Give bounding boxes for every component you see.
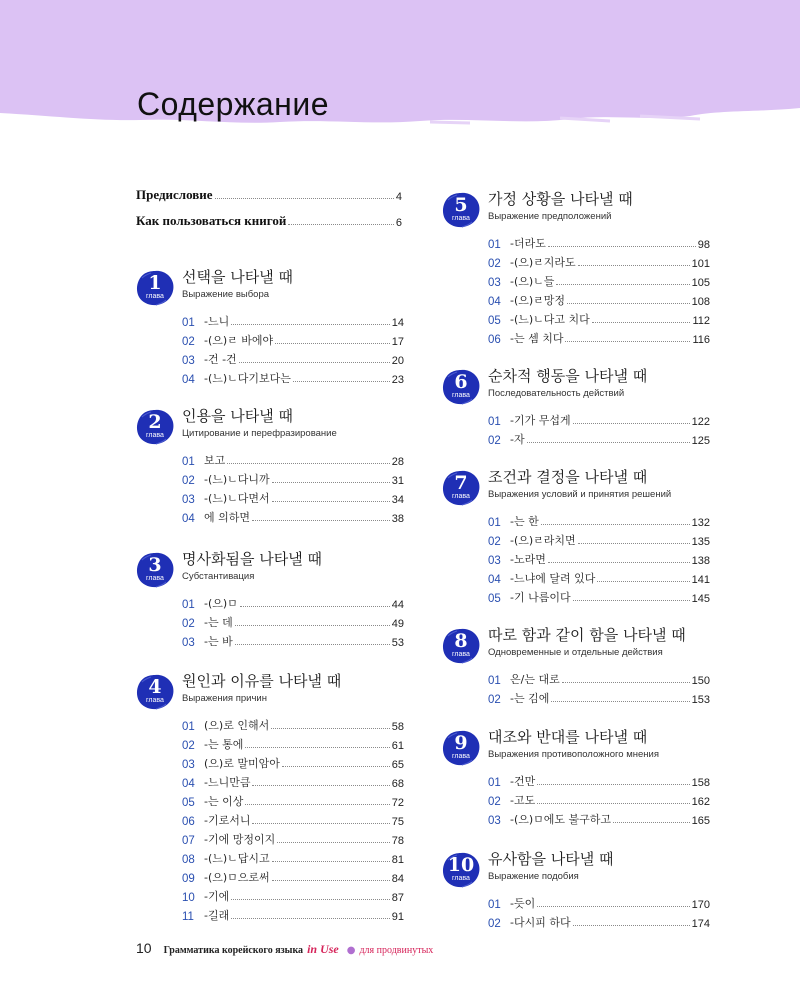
entry-number: 04: [488, 574, 501, 586]
page-number: 165: [691, 815, 710, 827]
page-number: 78: [391, 835, 404, 847]
footer-separator: ●: [346, 945, 356, 956]
entry-text: -고도: [510, 794, 536, 807]
chapter-subtitle: Цитирование и перефразирование: [182, 428, 337, 439]
chapter-number: 9: [454, 732, 468, 754]
entry-number: 01: [488, 416, 501, 428]
dot-leader: [239, 362, 390, 363]
toc-entry[interactable]: [182, 809, 404, 828]
page-number: 17: [391, 336, 404, 348]
entry-number: 08: [182, 854, 195, 866]
dot-leader: [240, 606, 390, 607]
dot-leader: [245, 804, 389, 805]
chapter-tag: глава: [146, 575, 164, 582]
dot-leader: [573, 925, 690, 926]
chapter-subtitle: Выражения противоположного мнения: [488, 749, 659, 760]
entry-text: -는 한: [510, 515, 539, 528]
toc-entry[interactable]: [488, 327, 710, 346]
page-number: 68: [391, 778, 404, 790]
dot-leader: [252, 520, 390, 521]
toc-entry[interactable]: [182, 790, 404, 809]
chapter-title[interactable]: 원인과 이유를 나타낼 때: [182, 672, 342, 690]
chapter-tag: глава: [452, 753, 470, 760]
dot-leader: [573, 423, 690, 424]
dot-leader: [293, 381, 390, 382]
entry-number: 02: [488, 435, 501, 447]
entry-number: 03: [488, 555, 501, 567]
entry-number: 03: [488, 815, 501, 827]
entry-text: -(으)ㄴ들: [510, 275, 555, 288]
dot-leader: [548, 246, 696, 247]
dot-leader: [578, 543, 690, 544]
dot-leader: [271, 728, 390, 729]
dot-leader: [541, 524, 690, 525]
dot-leader: [272, 861, 390, 862]
dot-leader: [537, 784, 689, 785]
entry-number: 01: [488, 517, 501, 529]
dot-leader: [537, 803, 689, 804]
entry-number: 05: [182, 797, 195, 809]
chapter-entries: [182, 449, 404, 525]
dot-leader: [272, 482, 390, 483]
dot-leader: [613, 822, 690, 823]
entry-text: -느냐에 달려 있다: [510, 572, 596, 585]
toc-entry[interactable]: [182, 367, 404, 386]
page-number: 98: [697, 239, 710, 251]
entry-number: 01: [488, 675, 501, 687]
toc-entry[interactable]: [488, 770, 710, 789]
page-title: Содержание: [137, 86, 330, 122]
chapter-title[interactable]: 대조와 반대를 나타낼 때: [488, 728, 648, 746]
dot-leader: [231, 324, 390, 325]
toc-entry[interactable]: [182, 449, 404, 468]
entry-number: 02: [182, 740, 195, 752]
dot-leader: [272, 880, 390, 881]
entry-number: 04: [182, 513, 195, 525]
chapter-number: 1: [148, 272, 162, 294]
entry-text: 보고: [204, 454, 226, 467]
page-number: 23: [391, 374, 404, 386]
toc-entry[interactable]: [488, 289, 710, 308]
entry-number: 01: [182, 317, 195, 329]
in-use-logo: in Use: [307, 942, 339, 956]
page-number: 58: [391, 721, 404, 733]
page-number: 158: [691, 777, 710, 789]
entry-number: 04: [182, 778, 195, 790]
dot-leader: [578, 265, 690, 266]
toc-entry[interactable]: [182, 310, 404, 329]
page-number: 170: [691, 899, 710, 911]
entry-number: 02: [488, 796, 501, 808]
dot-leader: [597, 581, 689, 582]
how-to-use-label: Как пользоваться книгой: [136, 213, 287, 228]
page-number: 65: [391, 759, 404, 771]
toc-entry[interactable]: [182, 329, 404, 348]
chapter-badge: [136, 270, 174, 306]
toc-entry[interactable]: [182, 630, 404, 649]
page-number: 61: [391, 740, 404, 752]
toc-entry[interactable]: [488, 668, 710, 687]
chapter-entries: [488, 892, 710, 930]
toc-entry[interactable]: [182, 733, 404, 752]
chapter-tag: глава: [452, 215, 470, 222]
chapter-entries: [182, 592, 404, 649]
entry-text: -(느)ㄴ다면서: [204, 492, 270, 505]
entry-text: -기로서니: [204, 814, 251, 827]
toc-entry[interactable]: [182, 592, 404, 611]
page-number: 91: [391, 911, 404, 923]
entry-text: -길래: [204, 909, 230, 922]
entry-text: -자: [510, 433, 525, 446]
chapter-tag: глава: [452, 651, 470, 658]
toc-entry[interactable]: [488, 586, 710, 605]
chapter-number: 4: [148, 676, 162, 698]
dot-leader: [245, 747, 389, 748]
page-footer: [136, 940, 433, 960]
chapter-badge: [442, 852, 480, 888]
dot-leader: [235, 625, 390, 626]
chapter-badge: [442, 470, 480, 506]
page-number: 28: [391, 456, 404, 468]
toc-entry[interactable]: [182, 611, 404, 630]
entry-number: 02: [488, 536, 501, 548]
dot-leader: [252, 823, 389, 824]
chapter-tag: глава: [146, 432, 164, 439]
chapter-entries: [488, 510, 710, 605]
footer-page-number: 10: [136, 940, 152, 956]
toc-entry[interactable]: [182, 828, 404, 847]
chapter-entries: [488, 232, 710, 346]
page-number: 34: [391, 494, 404, 506]
chapter-entries: [488, 770, 710, 827]
chapter-title[interactable]: 순차적 행동을 나타낼 때: [488, 367, 648, 385]
chapter-title[interactable]: 인용을 나타낼 때: [182, 407, 293, 425]
page-number: 87: [391, 892, 404, 904]
chapter-number: 8: [454, 630, 468, 652]
page-number: 31: [391, 475, 404, 487]
entry-text: 은/는 대로: [510, 673, 560, 686]
entry-number: 01: [488, 239, 501, 251]
entry-text: -건만: [510, 775, 536, 788]
entry-text: -(으)ㄹ 바에야: [204, 334, 274, 347]
chapter-badge: [136, 409, 174, 445]
toc-entry[interactable]: [182, 904, 404, 923]
toc-entry[interactable]: [182, 866, 404, 885]
page-number: 38: [391, 513, 404, 525]
dot-leader: [231, 918, 390, 919]
page-number: 49: [391, 618, 404, 630]
chapter-tag: глава: [452, 875, 470, 882]
entry-text: -기에 망정이지: [204, 833, 276, 846]
toc-entry[interactable]: [488, 911, 710, 930]
page-number: 162: [691, 796, 710, 808]
chapter-title[interactable]: 명사화됨을 나타낼 때: [182, 550, 322, 568]
chapter-subtitle: Выражение предположений: [488, 211, 612, 222]
entry-text: -듯이: [510, 897, 536, 910]
page-number: 105: [691, 277, 710, 289]
toc-entry[interactable]: [182, 885, 404, 904]
page-number: 125: [691, 435, 710, 447]
page-number: 20: [391, 355, 404, 367]
chapter-title[interactable]: 가정 상황을 나타낼 때: [488, 190, 633, 208]
entry-number: 02: [488, 918, 501, 930]
entry-number: 05: [488, 315, 501, 327]
toc-entry[interactable]: [488, 687, 710, 706]
dot-leader: [215, 198, 394, 199]
entry-number: 04: [182, 374, 195, 386]
entry-text: -(느)ㄴ다니까: [204, 473, 270, 486]
entry-number: 01: [182, 721, 195, 733]
entry-text: -다시피 하다: [510, 916, 571, 929]
toc-entry[interactable]: [488, 892, 710, 911]
toc-entry[interactable]: [488, 251, 710, 270]
page-number: 72: [391, 797, 404, 809]
entry-text: -느니만큼: [204, 776, 251, 789]
toc-entry[interactable]: [182, 348, 404, 367]
chapter-badge: [136, 552, 174, 588]
dot-leader: [275, 343, 390, 344]
dot-leader: [548, 562, 690, 563]
chapter-entries: [488, 409, 710, 447]
toc-entry[interactable]: [488, 567, 710, 586]
header-banner: [0, 0, 800, 135]
toc-entry[interactable]: [488, 409, 710, 428]
entry-number: 03: [182, 759, 195, 771]
chapter-subtitle: Выражения условий и принятия решений: [488, 489, 672, 500]
page-number: 145: [691, 593, 710, 605]
chapter-subtitle: Выражения причин: [182, 693, 267, 704]
toc-entry[interactable]: [488, 232, 710, 251]
dot-leader: [252, 785, 389, 786]
chapter-subtitle: Выражение выбора: [182, 289, 270, 300]
page-number: 153: [691, 694, 710, 706]
entry-text: -(느)ㄴ다기보다는: [204, 372, 291, 385]
chapter-number: 3: [148, 554, 162, 576]
entry-number: 06: [488, 334, 501, 346]
toc-entry[interactable]: [182, 847, 404, 866]
toc-entry[interactable]: [488, 510, 710, 529]
page-number: 81: [391, 854, 404, 866]
toc-entry[interactable]: [182, 771, 404, 790]
dot-leader: [537, 906, 689, 907]
entry-text: -기 나름이다: [510, 591, 571, 604]
page-number: 122: [691, 416, 710, 428]
dot-leader: [551, 701, 689, 702]
entry-text: -노라면: [510, 553, 546, 566]
page-number: 84: [391, 873, 404, 885]
page-number: 174: [691, 918, 710, 930]
entry-text: -(으)ㄹ라치면: [510, 534, 576, 547]
chapter-title[interactable]: 선택을 나타낼 때: [182, 268, 293, 286]
entry-number: 02: [182, 618, 195, 630]
entry-text: (으)로 인해서: [204, 719, 270, 732]
chapter-tag: глава: [146, 293, 164, 300]
page-number: 141: [691, 574, 710, 586]
entry-text: -(으)ㅁ: [204, 597, 238, 610]
entry-text: -건 -건: [204, 353, 237, 366]
page-number: 132: [691, 517, 710, 529]
entry-text: -는 통에: [204, 738, 244, 751]
chapter-badge: [442, 730, 480, 766]
entry-number: 02: [182, 336, 195, 348]
entry-number: 02: [182, 475, 195, 487]
entry-text: -기가 무섭게: [510, 414, 571, 427]
chapter-number: 10: [447, 854, 475, 876]
entry-text: -(으)ㄹ망정: [510, 294, 566, 307]
entry-number: 06: [182, 816, 195, 828]
chapter-entries: [182, 714, 404, 923]
entry-number: 01: [488, 899, 501, 911]
entry-number: 05: [488, 593, 501, 605]
dot-leader: [556, 284, 689, 285]
toc-entry[interactable]: [182, 506, 404, 525]
page-number: 112: [692, 315, 710, 327]
entry-number: 01: [182, 456, 195, 468]
dot-leader: [592, 322, 691, 323]
page-number: 4: [395, 191, 402, 203]
toc-entry[interactable]: [182, 714, 404, 733]
dot-leader: [277, 842, 390, 843]
chapter-subtitle: Одновременные и отдельные действия: [488, 647, 663, 658]
chapter-number: 7: [454, 472, 468, 494]
page-number: 108: [691, 296, 710, 308]
toc-entry-preface[interactable]: [136, 183, 402, 203]
page-number: 14: [391, 317, 404, 329]
entry-number: 11: [182, 911, 194, 923]
chapter-badge: [442, 369, 480, 405]
entry-text: -더라도: [510, 237, 546, 250]
toc-entry-how-to-use[interactable]: [136, 209, 402, 229]
entry-text: (으)로 말미암아: [204, 757, 280, 770]
dot-leader: [272, 501, 390, 502]
toc-entry[interactable]: [488, 308, 710, 327]
entry-number: 03: [182, 637, 195, 649]
toc-entry[interactable]: [182, 752, 404, 771]
chapter-number: 5: [454, 194, 468, 216]
entry-text: -느니: [204, 315, 230, 328]
chapter-tag: глава: [452, 392, 470, 399]
page-number: 101: [691, 258, 710, 270]
entry-number: 02: [488, 694, 501, 706]
entry-text: -는 바: [204, 635, 233, 648]
dot-leader: [562, 682, 690, 683]
page-number: 6: [395, 217, 402, 229]
entry-number: 04: [488, 296, 501, 308]
entry-number: 03: [182, 355, 195, 367]
toc-entry[interactable]: [488, 270, 710, 289]
entry-text: -(느)ㄴ답시고: [204, 852, 270, 865]
entry-text: -는 이상: [204, 795, 244, 808]
entry-text: -(으)ㄹ지라도: [510, 256, 576, 269]
entry-text: -는 셈 치다: [510, 332, 564, 345]
toc-entry[interactable]: [488, 789, 710, 808]
page-number: 135: [691, 536, 710, 548]
entry-text: -는 데: [204, 616, 233, 629]
entry-text: -(으)ㅁ에도 불구하고: [510, 813, 612, 826]
entry-text: -기에: [204, 890, 230, 903]
entry-text: -(느)ㄴ다고 치다: [510, 313, 590, 326]
chapter-number: 2: [148, 411, 162, 433]
entry-text: 에 의하면: [204, 511, 251, 524]
dot-leader: [565, 341, 690, 342]
chapter-badge: [136, 674, 174, 710]
entry-number: 03: [488, 277, 501, 289]
dot-leader: [567, 303, 690, 304]
book-title: Грамматика корейского языка: [163, 945, 304, 956]
dot-leader: [235, 644, 390, 645]
toc-entry[interactable]: [488, 428, 710, 447]
chapter-badge: [442, 192, 480, 228]
chapter-tag: глава: [146, 697, 164, 704]
dot-leader: [288, 224, 394, 225]
dot-leader: [527, 442, 690, 443]
chapter-subtitle: Последовательность действий: [488, 388, 625, 399]
entry-number: 02: [488, 258, 501, 270]
toc-entry[interactable]: [182, 468, 404, 487]
dot-leader: [573, 600, 690, 601]
entry-number: 01: [182, 599, 195, 611]
chapter-title[interactable]: 유사함을 나타낼 때: [488, 850, 614, 868]
entry-number: 10: [182, 892, 195, 904]
page-number: 75: [391, 816, 404, 828]
chapter-subtitle: Выражение подобия: [488, 871, 579, 882]
entry-text: -(으)ㅁ으로써: [204, 871, 270, 884]
dot-leader: [282, 766, 390, 767]
toc-entry[interactable]: [488, 808, 710, 827]
chapter-entries: [182, 310, 404, 386]
chapter-entries: [488, 668, 710, 706]
entry-number: 03: [182, 494, 195, 506]
preface-label: Предисловие: [136, 187, 213, 202]
toc-entry[interactable]: [182, 487, 404, 506]
chapter-title[interactable]: 따로 함과 같이 함을 나타낼 때: [488, 626, 686, 644]
toc-entry[interactable]: [488, 548, 710, 567]
entry-number: 07: [182, 835, 195, 847]
entry-number: 09: [182, 873, 195, 885]
chapter-tag: глава: [452, 493, 470, 500]
entry-number: 01: [488, 777, 501, 789]
page-number: 138: [691, 555, 710, 567]
page-number: 44: [391, 599, 404, 611]
page-number: 116: [692, 334, 710, 346]
dot-leader: [231, 899, 390, 900]
chapter-badge: [442, 628, 480, 664]
page-number: 150: [691, 675, 710, 687]
chapter-subtitle: Субстантивация: [182, 571, 255, 582]
dot-leader: [227, 463, 389, 464]
chapter-title[interactable]: 조건과 결정을 나타낼 때: [488, 468, 648, 486]
entry-text: -는 김에: [510, 692, 550, 705]
level-label: для продвинутых: [359, 945, 434, 956]
chapter-number: 6: [454, 371, 468, 393]
page-number: 53: [391, 637, 404, 649]
toc-entry[interactable]: [488, 529, 710, 548]
